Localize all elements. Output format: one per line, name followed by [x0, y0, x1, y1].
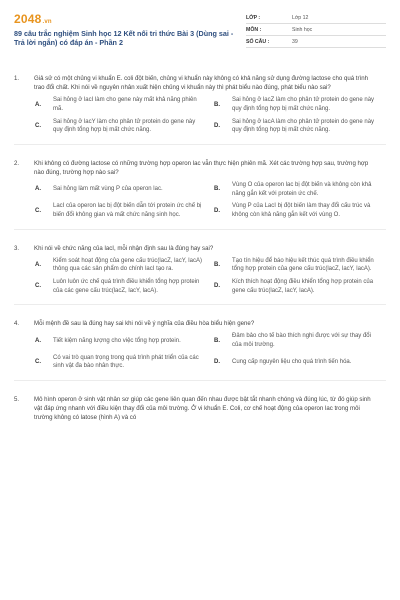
logo-suffix: .vn: [42, 19, 52, 25]
option-c[interactable]: [34, 202, 207, 219]
page-title: 89 câu trắc nghiệm Sinh học 12 Kết nối tri thức Bài 3 (Dùng sai - Trả lời ngắn) có đáp án - Phần 2: [14, 29, 234, 47]
option-text: Cung cấp nguyên liệu cho quá trình tiến hóa.: [232, 358, 352, 365]
question-stem: [14, 319, 386, 328]
options-grid: [14, 96, 386, 134]
option-a[interactable]: [34, 96, 207, 113]
options-grid: [14, 181, 386, 219]
option-a[interactable]: [34, 257, 207, 274]
option-text: Kiểm soát hoạt động của gene cấu trúc(lacZ, lacY, lacA) thông qua các sản phẩm do chính lacI tạo ra.: [53, 257, 202, 273]
question-number: 1.: [14, 75, 20, 82]
option-label: D.: [214, 358, 220, 365]
options-grid: [14, 332, 386, 370]
option-label: A.: [35, 262, 41, 269]
question-4: [14, 319, 386, 381]
question-text: Mô hình operon ở sinh vật nhân sơ giúp các gene liên quan đến nhau được bật tắt nhanh chóng và đúng lúc, từ đó giúp sinh vật đáp ứng nhanh với điều kiện thay đổi của môi trường. Ở vi khuẩn E. Coli, cơ chế hoạt động của operon lac trong môi trường không có latose (hình A) và có: [34, 395, 371, 422]
option-label: C.: [35, 122, 41, 129]
meta-class: [246, 12, 386, 24]
option-label: A.: [35, 101, 41, 108]
page-header: [14, 12, 386, 60]
question-stem: [14, 74, 386, 92]
option-label: C.: [35, 283, 41, 290]
divider: [14, 304, 386, 305]
question-number: 5.: [14, 395, 20, 403]
option-text: Sai hỏng ở lacZ làm cho phân tử protein do gene này quy định tổng hợp bị mất chức năng.: [232, 97, 375, 112]
option-label: D.: [214, 283, 220, 290]
option-text: Luôn luôn ức chế quá trình điều khiển tổng hợp protein của các gene cấu trúc(lacZ, lacY, lacA).: [53, 278, 200, 294]
option-d[interactable]: [213, 202, 386, 219]
question-number: 4.: [14, 320, 20, 328]
option-a[interactable]: [34, 332, 207, 349]
header-meta: [246, 12, 386, 60]
option-text: Tiết kiệm năng lượng cho việc tổng hợp protein.: [53, 337, 181, 344]
option-label: A.: [35, 186, 41, 193]
logo-text: 2048: [14, 12, 42, 26]
option-d[interactable]: [213, 118, 386, 135]
option-d[interactable]: [213, 278, 386, 295]
option-c[interactable]: [34, 278, 207, 295]
option-label: D.: [214, 207, 220, 214]
question-3: [14, 244, 386, 306]
subject-value: Sinh học: [292, 26, 313, 33]
option-b[interactable]: [213, 96, 386, 113]
question-text: Khi nói về chức năng của lacI, mỗi nhận định sau là đúng hay sai?: [34, 244, 214, 252]
option-text: Tạo tín hiệu để báo hiệu kết thúc quá trình điều khiển tổng hợp protein của gene cấu trúc(lacZ, lacY, lacA).: [232, 257, 374, 273]
option-label: B.: [214, 101, 220, 108]
question-stem: [14, 395, 386, 423]
question-text: Mỗi mệnh đề sau là đúng hay sai khi nói về ý nghĩa của điều hòa biểu hiện gene?: [34, 320, 255, 328]
divider: [14, 380, 386, 381]
option-label: C.: [35, 358, 41, 365]
option-c[interactable]: [34, 354, 207, 371]
count-label: SỐ CÂU :: [246, 38, 270, 45]
divider: [14, 229, 386, 230]
option-label: A.: [35, 337, 41, 344]
question-1: [14, 74, 386, 145]
options-grid: [14, 257, 386, 295]
option-label: B.: [214, 186, 220, 193]
option-b[interactable]: [213, 332, 386, 349]
option-text: Có vai trò quan trọng trong quá trình phát triển của các sinh vật đa bào nhân thực.: [53, 354, 199, 370]
option-b[interactable]: [213, 181, 386, 198]
option-a[interactable]: [34, 181, 207, 198]
meta-count: [246, 36, 386, 48]
class-label: LỚP :: [246, 14, 261, 21]
option-label: B.: [214, 262, 220, 269]
question-number: 3.: [14, 244, 20, 252]
option-label: B.: [214, 337, 220, 344]
question-stem: [14, 244, 386, 253]
header-left: [14, 12, 244, 60]
option-text: Vùng O của operon lac bị đột biến và không còn khả năng gắn kết với protein ức chế.: [232, 182, 372, 197]
class-value: Lớp 12: [292, 14, 309, 21]
option-b[interactable]: [213, 257, 386, 274]
option-label: D.: [214, 122, 220, 129]
question-5: [14, 395, 386, 423]
option-text: LacI của operon lac bị đột biến dẫn tới protein ức chế bị biến đổi không gian và mất chức năng sinh học.: [53, 203, 202, 218]
divider: [14, 144, 386, 145]
option-text: Sai hỏng ở lacA làm cho phân tử protein do gene này quy định tổng hợp bị mất chức năng.: [232, 118, 375, 134]
site-logo[interactable]: [14, 12, 244, 26]
count-value: 39: [292, 38, 298, 45]
option-label: C.: [35, 207, 41, 214]
option-text: Sai hỏng ở lacY làm cho phân tử protein do gene này quy định tổng hợp bị mất chức năng.: [53, 118, 196, 134]
question-2: [14, 159, 386, 230]
option-text: Sai hỏng làm mất vùng P của operon lac.: [53, 186, 163, 193]
option-d[interactable]: [213, 354, 386, 371]
option-text: Sai hỏng ở lacI làm cho gene này mất khả năng phiên mã.: [53, 97, 197, 112]
question-text: Khi không có đường lactose có những trường hợp operon lac vẫn thực hiện phiên mã. Xét các trường hợp sau, trường hợp nào đúng, trường hợp nào sai?: [34, 159, 369, 176]
option-text: Đảm bảo cho tế bào thích nghi được với sự thay đổi của môi trường.: [232, 333, 371, 348]
option-text: Vùng P của LacI bị đột biến làm thay đổi cấu trúc và không còn khả năng gắn kết với vùng O.: [232, 203, 371, 218]
question-stem: [14, 159, 386, 177]
meta-subject: [246, 24, 386, 36]
question-number: 2.: [14, 159, 20, 167]
option-c[interactable]: [34, 118, 207, 135]
question-text: Giả sử có một chủng vi khuẩn E. coli đột biến, chủng vi khuẩn này không có khả năng sử dụng đường lactose cho quá trình trao đổi chất. Khi nói về nguyên nhân xuất hiện chủng vi khuẩn này thì phát biểu nào đúng, phát biểu nào sai?: [34, 75, 368, 92]
option-text: Kích thích hoạt động điều khiển tổng hợp protein của gene cấu trúc(lacZ, lacY, lacA).: [232, 278, 374, 294]
subject-label: MÔN :: [246, 26, 262, 33]
